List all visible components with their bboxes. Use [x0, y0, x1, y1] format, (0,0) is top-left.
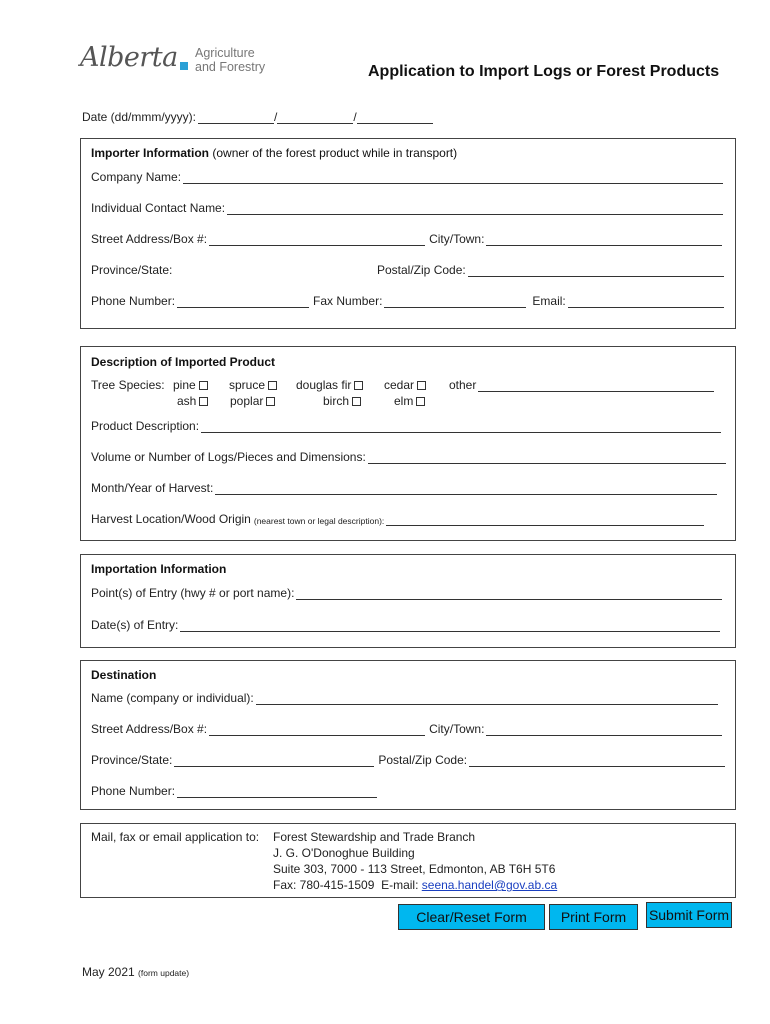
importer-province-label: Province/State:: [91, 263, 173, 277]
footer-date: May 2021: [82, 965, 135, 979]
company-field[interactable]: [183, 172, 723, 184]
volume-field[interactable]: [368, 452, 726, 464]
mail-contact-line: [273, 878, 557, 892]
species-label: Tree Species:: [91, 378, 165, 392]
entry-dates-field[interactable]: [180, 620, 720, 632]
volume-label: Volume or Number of Logs/Pieces and Dimensions:: [91, 450, 366, 464]
pine-checkbox[interactable]: [199, 381, 208, 390]
alberta-logo: Alberta: [80, 42, 178, 73]
contact-row: [91, 201, 723, 215]
destination-city-field[interactable]: [486, 724, 722, 736]
destination-address-label: Street Address/Box #:: [91, 722, 208, 736]
destination-postal-label: Postal/Zip Code:: [378, 753, 468, 767]
destination-address-field[interactable]: [209, 724, 425, 736]
destination-phone-field[interactable]: [177, 786, 377, 798]
importer-phone-field[interactable]: [177, 296, 309, 308]
entry-points-label: Point(s) of Entry (hwy # or port name):: [91, 586, 295, 600]
harvest-date-field[interactable]: [215, 483, 717, 495]
elm-checkbox[interactable]: [416, 397, 425, 406]
destination-province-row: [91, 753, 725, 767]
species-spruce[interactable]: spruce: [229, 378, 277, 392]
destination-city-label: City/Town:: [429, 722, 485, 736]
harvest-location-field[interactable]: [386, 514, 704, 526]
importer-address-label: Street Address/Box #:: [91, 232, 208, 246]
contact-label: Individual Contact Name:: [91, 201, 226, 215]
mail-email-link[interactable]: seena.handel@gov.ab.ca: [421, 878, 558, 892]
logo-square-icon: [180, 62, 188, 70]
douglas-fir-checkbox[interactable]: [354, 381, 363, 390]
entry-points-field[interactable]: [296, 588, 722, 600]
species-pine[interactable]: pine: [173, 378, 208, 392]
entry-dates-row: [91, 618, 720, 632]
destination-province-label: Province/State:: [91, 753, 173, 767]
importer-fax-field[interactable]: [384, 296, 526, 308]
species-other-field[interactable]: [478, 380, 714, 392]
importer-postal-row: [377, 263, 724, 277]
poplar-checkbox[interactable]: [266, 397, 275, 406]
importer-address-row: [91, 232, 722, 246]
harvest-location-note: (nearest town or legal description):: [253, 516, 385, 526]
destination-name-field[interactable]: [256, 693, 718, 705]
destination-phone-row: [91, 784, 377, 798]
destination-name-label: Name (company or individual):: [91, 691, 254, 705]
importer-city-label: City/Town:: [429, 232, 485, 246]
importer-email-label: Email:: [532, 294, 566, 308]
entry-points-row: [91, 586, 722, 600]
mail-line2: J. G. O'Donoghue Building: [273, 846, 415, 860]
importer-city-field[interactable]: [486, 234, 722, 246]
destination-postal-field[interactable]: [469, 755, 725, 767]
destination-name-row: [91, 691, 718, 705]
importation-title: Importation Information: [91, 562, 227, 576]
importer-email-field[interactable]: [568, 296, 724, 308]
destination-address-row: [91, 722, 722, 736]
date-year-field[interactable]: [357, 112, 433, 124]
harvest-date-row: [91, 481, 717, 495]
page-title: Application to Import Logs or Forest Products: [368, 63, 720, 80]
species-birch[interactable]: birch: [323, 394, 361, 408]
product-description-row: [91, 419, 721, 433]
importer-phone-label: Phone Number:: [91, 294, 176, 308]
species-cedar[interactable]: cedar: [384, 378, 426, 392]
species-elm[interactable]: elm: [394, 394, 425, 408]
submit-button[interactable]: Submit Form: [646, 902, 732, 928]
birch-checkbox[interactable]: [352, 397, 361, 406]
company-row: [91, 170, 723, 184]
importer-postal-label: Postal/Zip Code:: [377, 263, 466, 277]
harvest-location-label: Harvest Location/Wood Origin: [91, 512, 251, 526]
importer-title: Importer Information (owner of the forest product while in transport): [91, 146, 458, 160]
mail-email-label: E-mail:: [381, 878, 419, 892]
destination-phone-label: Phone Number:: [91, 784, 176, 798]
footer: [82, 965, 189, 979]
product-description-label: Product Description:: [91, 419, 200, 433]
harvest-location-row: [91, 512, 704, 526]
spruce-checkbox[interactable]: [268, 381, 277, 390]
product-title: Description of Imported Product: [91, 355, 276, 369]
importer-province-row: [91, 263, 172, 277]
date-label: Date (dd/mmm/yyyy):: [82, 110, 197, 124]
logo-sub-agriculture: Agriculture: [195, 46, 255, 60]
logo-sub-forestry: and Forestry: [195, 60, 266, 74]
footer-note: (form update): [138, 968, 190, 978]
species-other-row: [449, 378, 714, 392]
entry-dates-label: Date(s) of Entry:: [91, 618, 179, 632]
destination-province-field[interactable]: [174, 755, 374, 767]
species-poplar[interactable]: poplar: [230, 394, 275, 408]
volume-row: [91, 450, 726, 464]
importer-postal-field[interactable]: [468, 265, 724, 277]
clear-reset-button[interactable]: Clear/Reset Form: [398, 904, 545, 930]
company-label: Company Name:: [91, 170, 182, 184]
destination-title: Destination: [91, 668, 157, 682]
mail-label: Mail, fax or email application to:: [91, 830, 260, 844]
mail-fax: Fax: 780-415-1509: [273, 878, 375, 892]
date-row: Date (dd/mmm/yyyy): / /: [82, 110, 433, 124]
species-douglas-fir[interactable]: douglas fir: [296, 378, 363, 392]
date-day-field[interactable]: [198, 112, 274, 124]
cedar-checkbox[interactable]: [417, 381, 426, 390]
ash-checkbox[interactable]: [199, 397, 208, 406]
mail-line3: Suite 303, 7000 - 113 Street, Edmonton, AB T6H 5T6: [273, 862, 556, 876]
product-description-field[interactable]: [201, 421, 721, 433]
mail-line1: Forest Stewardship and Trade Branch: [273, 830, 476, 844]
species-other-label: other: [449, 378, 477, 392]
date-month-field[interactable]: [277, 112, 353, 124]
species-ash[interactable]: ash: [177, 394, 208, 408]
print-button[interactable]: Print Form: [549, 904, 638, 930]
importer-fax-label: Fax Number:: [313, 294, 383, 308]
contact-field[interactable]: [227, 203, 723, 215]
importer-address-field[interactable]: [209, 234, 425, 246]
harvest-date-label: Month/Year of Harvest:: [91, 481, 214, 495]
importer-phone-row: [91, 294, 724, 308]
